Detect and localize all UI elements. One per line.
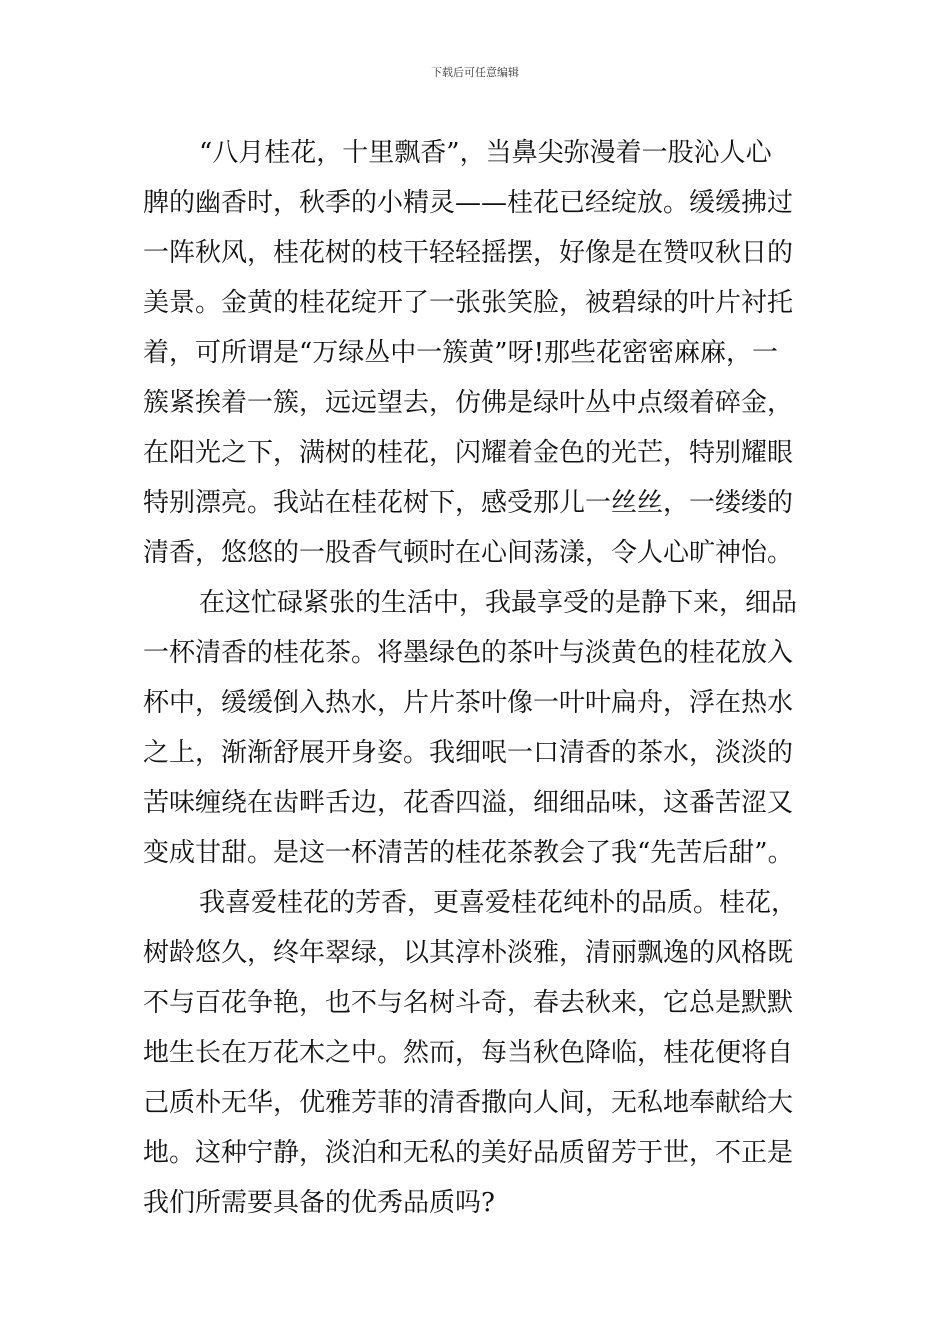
- paragraph-line: 变成甘甜。是这一杯清苦的桂花茶教会了我“先苦后甜”。: [143, 838, 794, 868]
- paragraph-line: 己质朴无华，优雅芳菲的清香撒向人间，无私地奉献给大: [143, 1088, 794, 1118]
- paragraph-line: 苦味缠绕在齿畔舌边，花香四溢，细细品味，这番苦涩又: [143, 788, 794, 818]
- paragraph-line: 之上，渐渐舒展开身姿。我细呡一口清香的茶水，淡淡的: [143, 738, 794, 768]
- paragraph-line: 我喜爱桂花的芳香，更喜爱桂花纯朴的品质。桂花，: [199, 888, 798, 918]
- paragraph-line: 杯中，缓缓倒入热水，片片茶叶像一叶叶扁舟，浮在热水: [143, 688, 794, 718]
- document-body: [143, 128, 807, 1228]
- paragraph-line: 地。这种宁静，淡泊和无私的美好品质留芳于世，不正是: [143, 1138, 794, 1168]
- paragraph-line: 树龄悠久，终年翠绿，以其淳朴淡雅，清丽飘逸的风格既: [143, 938, 794, 968]
- paragraph-line: “八月桂花，十里飘香”，当鼻尖弥漫着一股沁人心: [199, 138, 772, 168]
- paragraph-line: 特别漂亮。我站在桂花树下，感受那儿一丝丝，一缕缕的: [143, 488, 794, 518]
- paragraph-line: 清香，悠悠的一股香气顿时在心间荡漾，令人心旷神怡。: [143, 538, 794, 568]
- paragraph-line: 我们所需要具备的优秀品质吗?: [143, 1188, 495, 1218]
- paragraph-line: 脾的幽香时，秋季的小精灵——桂花已经绽放。缓缓拂过: [143, 188, 794, 218]
- paragraph-line: 簇紧挨着一簇，远远望去，仿佛是绿叶丛中点缀着碎金，: [143, 388, 794, 418]
- paragraph-line: 在这忙碌紧张的生活中，我最享受的是静下来，细品: [199, 588, 798, 618]
- paragraph-line: 美景。金黄的桂花绽开了一张张笑脸，被碧绿的叶片衬托: [143, 288, 794, 318]
- paragraph-line: 在阳光之下，满树的桂花，闪耀着金色的光芒，特别耀眼: [143, 438, 794, 468]
- paragraph-line: 着，可所谓是“万绿丛中一簇黄”呀!那些花密密麻麻，一: [143, 338, 779, 368]
- paragraph-line: 地生长在万花木之中。然而，每当秋色降临，桂花便将自: [143, 1038, 794, 1068]
- paragraph-1: [143, 128, 807, 578]
- paragraph-3: [143, 878, 807, 1228]
- paragraph-line: 不与百花争艳，也不与名树斗奇，春去秋来，它总是默默: [143, 988, 794, 1018]
- paragraph-line: 一阵秋风，桂花树的枝干轻轻摇摆，好像是在赞叹秋日的: [143, 238, 794, 268]
- paragraph-2: [143, 578, 807, 878]
- page-header: 下载后可任意编辑: [431, 66, 519, 79]
- paragraph-line: 一杯清香的桂花茶。将墨绿色的茶叶与淡黄色的桂花放入: [143, 638, 794, 668]
